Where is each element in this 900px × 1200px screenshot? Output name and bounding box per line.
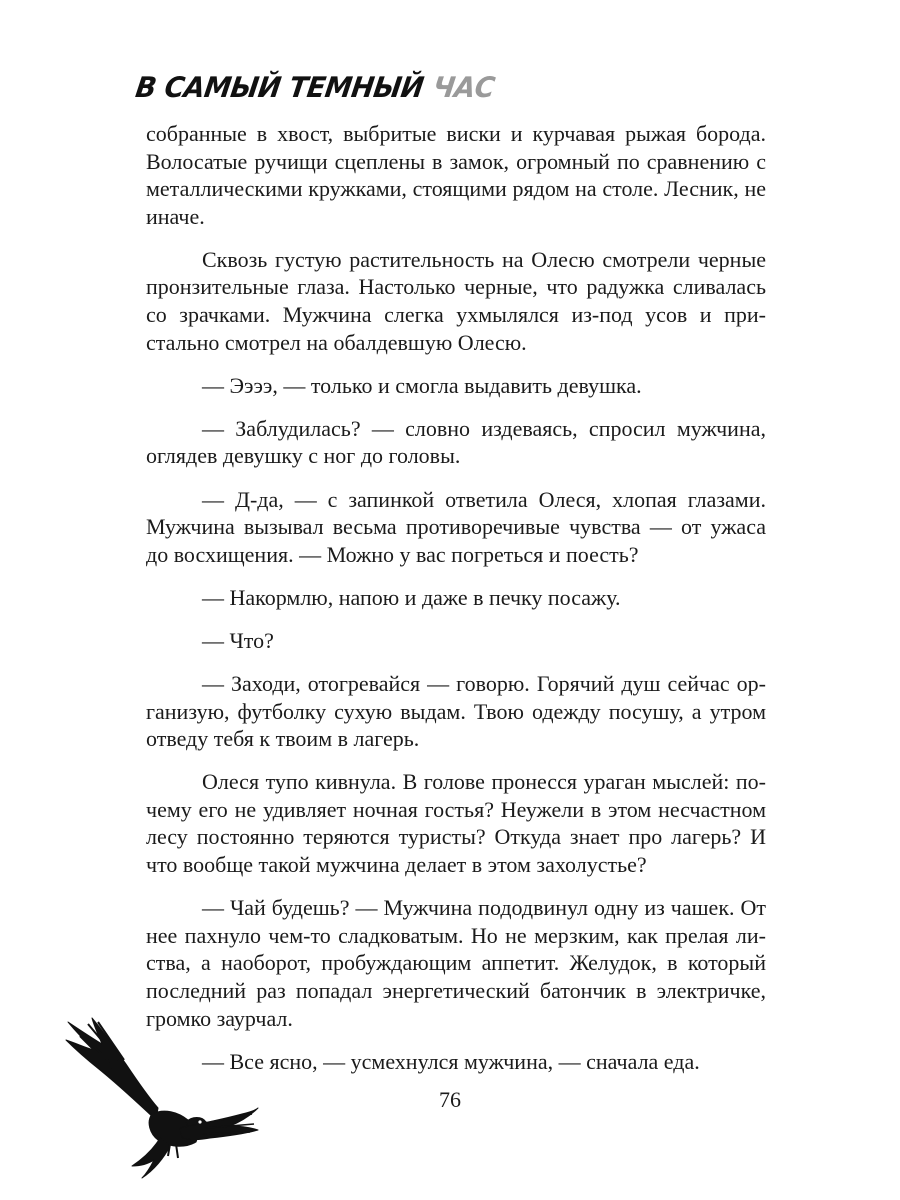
page-number: 76 [439, 1087, 461, 1112]
paragraph: Олеся тупо кивнула. В голове пронесся ураган мыслей: почему его не удивляет ночная гостья? Неужели в этом несчастном лесу постоянно теряются туристы? Откуда знает про лагерь? И что вообще такой мужчина делает в этом захолустье? [146, 769, 766, 878]
paragraph: собранные в хвост, выбритые виски и курчавая рыжая борода. Волосатые ручищи сцеплены в замок, огромный по сравнению с металлическими кружками, стоящими рядом на столе. Лесник, не иначе. [146, 121, 766, 229]
paragraph: — Заходи, отогревайся — говорю. Горячий душ сейчас организую, футболку сухую выдам. Твою одежду посушу, а утром отведу тебя к твоим в лагерь. [146, 671, 766, 752]
paragraph: Сквозь густую растительность на Олесю смотрели черные пронзительные глаза. Настолько черные, что радужка сливалась со зрачками. Мужчина слегка ухмылялся из-под усов и пристально смотрел на обалдевшую Олесю. [146, 246, 766, 355]
paragraph: — Заблудилась? — словно издеваясь, спросил мужчина, оглядев девушку с ног до головы. [146, 415, 766, 469]
paragraph: — Накормлю, напою и даже в печку посажу. [202, 584, 621, 610]
paragraph: — Чай будешь? — Мужчина пододвинул одну из чашек. От нее пахнуло чем-то сладковатым. Но не мерзким, как прелая листва, а наоборот, пробуждающим аппетит. Желудок, в который последний раз попадал энергетический батончик в электричке, громко заурчал. [146, 895, 766, 1031]
running-head-title: В САМЫЙ ТЕМНЫЙ [133, 72, 426, 105]
running-head [133, 72, 496, 105]
crow-illustration [60, 1010, 260, 1180]
paragraph: — Ээээ, — только и смогла выдавить девушка. [202, 372, 642, 398]
body-text [146, 120, 766, 1091]
running-head-title-faded: ЧАС [430, 72, 497, 105]
paragraph: — Что? [202, 627, 274, 653]
paragraph: — Д-да, — с запинкой ответила Олеся, хлопая глазами. Мужчина вызывал весьма противоречивые чувства — от ужаса до восхищения. — Можно у вас погреться и поесть? [146, 486, 766, 567]
paragraph: — Все ясно, — усмехнулся мужчина, — сначала еда. [202, 1048, 700, 1074]
